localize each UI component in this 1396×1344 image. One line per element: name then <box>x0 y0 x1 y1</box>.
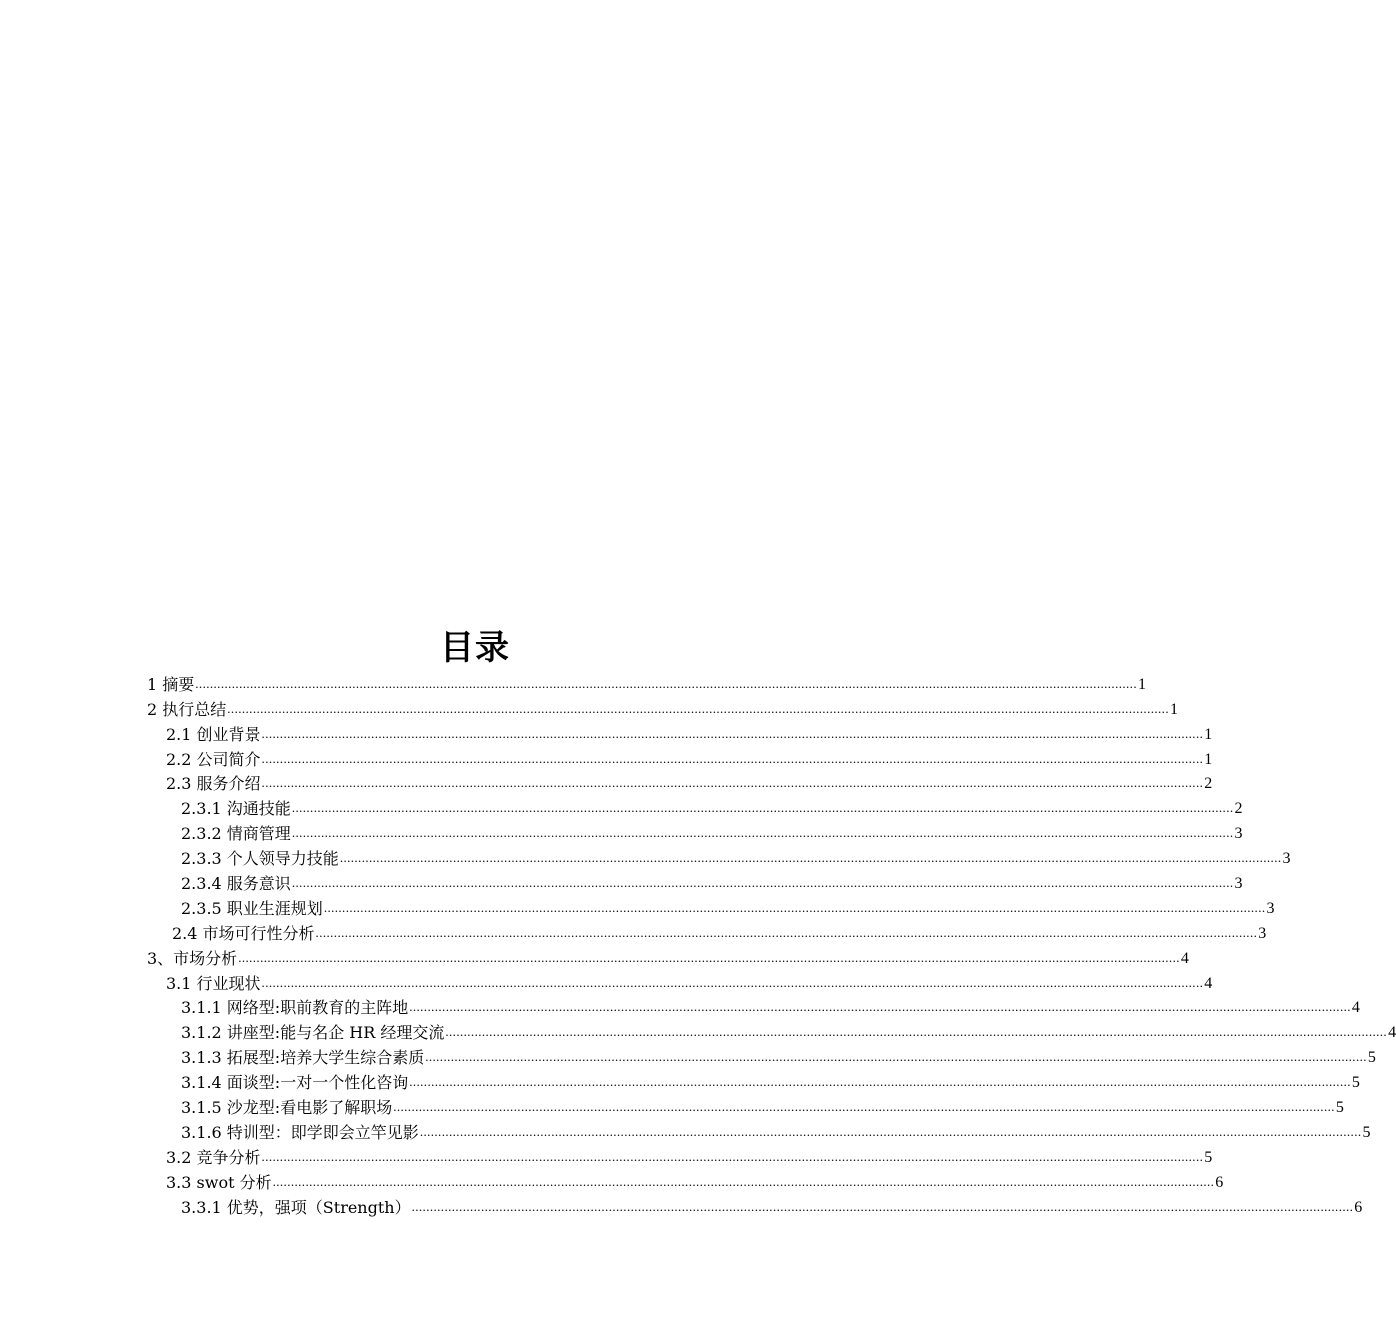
toc-entry-label: 2.3.3 个人领导力技能 <box>181 849 339 869</box>
toc-entry-label: 3.1 行业现状 <box>166 973 261 993</box>
toc-page-number: 3 <box>1258 924 1267 942</box>
toc-page-number: 1 <box>1169 700 1178 718</box>
toc-leader-dots: .................................................................................................................................................................................................................................................................. <box>291 800 1234 816</box>
toc-leader-dots: .................................................................................................................................................................................................................................................................. <box>445 1024 1388 1040</box>
toc-entry[interactable] <box>0 921 1267 946</box>
toc-leader-dots: .................................................................................................................................................................................................................................................................. <box>261 974 1204 990</box>
toc-page-number: 4 <box>1204 974 1213 992</box>
toc-page-number: 2 <box>1204 775 1213 793</box>
toc-leader-dots: .................................................................................................................................................................................................................................................................. <box>339 850 1282 866</box>
toc-entry-label: 2.4 市场可行性分析 <box>172 923 315 943</box>
toc-page-number: 4 <box>1180 949 1189 967</box>
toc-entry[interactable] <box>0 1195 1363 1220</box>
toc-page-number: 3 <box>1234 825 1243 843</box>
toc-title: 目录 <box>440 628 510 668</box>
toc-page-number: 3 <box>1266 899 1275 917</box>
toc-page-number: 6 <box>1215 1173 1224 1191</box>
toc-leader-dots: .................................................................................................................................................................................................................................................................. <box>419 1123 1362 1139</box>
toc-entry-label: 3.1.3 拓展型:培养大学生综合素质 <box>181 1048 425 1068</box>
toc-entry[interactable] <box>0 1095 1344 1120</box>
toc-entry-label: 3.3 swot 分析 <box>166 1172 272 1192</box>
toc-entry[interactable] <box>0 722 1213 747</box>
toc-entry-label: 1 摘要 <box>147 674 195 694</box>
toc-entry[interactable] <box>0 796 1243 821</box>
toc-entry[interactable] <box>0 1020 1396 1045</box>
toc-entry[interactable] <box>0 697 1178 722</box>
toc-page-number: 5 <box>1335 1099 1344 1117</box>
toc-entry[interactable] <box>0 846 1291 871</box>
toc-page-number: 5 <box>1351 1074 1360 1092</box>
toc-entry[interactable] <box>0 1045 1376 1070</box>
toc-entry-label: 2.3.1 沟通技能 <box>181 799 291 819</box>
toc-entry[interactable] <box>0 1145 1213 1170</box>
toc-entry[interactable] <box>0 1070 1360 1095</box>
toc-entry[interactable] <box>0 996 1360 1021</box>
toc-entry-label: 3、市场分析 <box>147 948 238 968</box>
toc-entry[interactable] <box>0 1170 1224 1195</box>
toc-page-number: 1 <box>1204 750 1213 768</box>
toc-leader-dots: .................................................................................................................................................................................................................................................................. <box>425 1049 1367 1065</box>
toc-entry[interactable] <box>0 672 1146 697</box>
toc-entry-label: 3.3.1 优势，强项（Strength） <box>181 1197 411 1217</box>
toc-leader-dots: .................................................................................................................................................................................................................................................................. <box>261 1148 1204 1164</box>
toc-page-number: 1 <box>1137 675 1146 693</box>
toc-entry[interactable] <box>0 971 1213 996</box>
toc-leader-dots: .................................................................................................................................................................................................................................................................. <box>238 949 1180 965</box>
toc-entry-label: 3.1.2 讲座型:能与名企 HR 经理交流 <box>181 1023 445 1043</box>
toc-leader-dots: .................................................................................................................................................................................................................................................................. <box>227 700 1169 716</box>
toc-entry-label: 2 执行总结 <box>147 699 227 719</box>
toc-entry-label: 3.2 竞争分析 <box>166 1147 261 1167</box>
toc-entry[interactable] <box>0 772 1213 797</box>
toc-page-number: 1 <box>1204 725 1213 743</box>
toc-page-number: 3 <box>1282 850 1291 868</box>
toc-entry-label: 3.1.1 网络型:职前教育的主阵地 <box>181 998 409 1018</box>
toc-entry-label: 2.3.2 情商管理 <box>181 824 291 844</box>
toc-entry-label: 2.3 服务介绍 <box>166 774 261 794</box>
toc-leader-dots: .................................................................................................................................................................................................................................................................. <box>261 775 1204 791</box>
toc-entry-label: 3.1.5 沙龙型:看电影了解职场 <box>181 1098 393 1118</box>
toc-page-number: 2 <box>1234 800 1243 818</box>
table-of-contents <box>0 672 1396 1220</box>
toc-entry[interactable] <box>0 821 1243 846</box>
toc-entry-label: 2.3.5 职业生涯规划 <box>181 898 323 918</box>
toc-entry[interactable] <box>0 871 1243 896</box>
toc-entry[interactable] <box>0 747 1213 772</box>
toc-entry-label: 2.2 公司简介 <box>166 749 261 769</box>
toc-page-number: 5 <box>1204 1148 1213 1166</box>
toc-leader-dots: .................................................................................................................................................................................................................................................................. <box>393 1099 1335 1115</box>
toc-leader-dots: .................................................................................................................................................................................................................................................................. <box>261 725 1204 741</box>
toc-entry-label: 2.1 创业背景 <box>166 724 261 744</box>
toc-page-number: 4 <box>1351 999 1360 1017</box>
toc-page-number: 4 <box>1388 1024 1396 1042</box>
toc-leader-dots: .................................................................................................................................................................................................................................................................. <box>409 999 1351 1015</box>
toc-entry[interactable] <box>0 946 1189 971</box>
toc-entry-label: 3.1.6 特训型：即学即会立竿见影 <box>181 1122 419 1142</box>
toc-entry-label: 3.1.4 面谈型:一对一个性化咨询 <box>181 1073 409 1093</box>
toc-page-number: 5 <box>1367 1049 1376 1067</box>
toc-leader-dots: .................................................................................................................................................................................................................................................................. <box>291 875 1234 891</box>
toc-leader-dots: .................................................................................................................................................................................................................................................................. <box>261 750 1204 766</box>
toc-page-number: 6 <box>1354 1198 1363 1216</box>
toc-page-number: 5 <box>1362 1123 1371 1141</box>
toc-leader-dots: .................................................................................................................................................................................................................................................................. <box>323 899 1266 915</box>
toc-entry[interactable] <box>0 896 1275 921</box>
toc-leader-dots: .................................................................................................................................................................................................................................................................. <box>195 675 1137 691</box>
toc-leader-dots: .................................................................................................................................................................................................................................................................. <box>409 1074 1351 1090</box>
toc-leader-dots: .................................................................................................................................................................................................................................................................. <box>291 825 1234 841</box>
toc-page-number: 3 <box>1234 875 1243 893</box>
toc-entry[interactable] <box>0 1120 1371 1145</box>
toc-leader-dots: .................................................................................................................................................................................................................................................................. <box>411 1198 1354 1214</box>
toc-leader-dots: .................................................................................................................................................................................................................................................................. <box>272 1173 1215 1189</box>
toc-leader-dots: .................................................................................................................................................................................................................................................................. <box>315 924 1258 940</box>
toc-entry-label: 2.3.4 服务意识 <box>181 874 291 894</box>
